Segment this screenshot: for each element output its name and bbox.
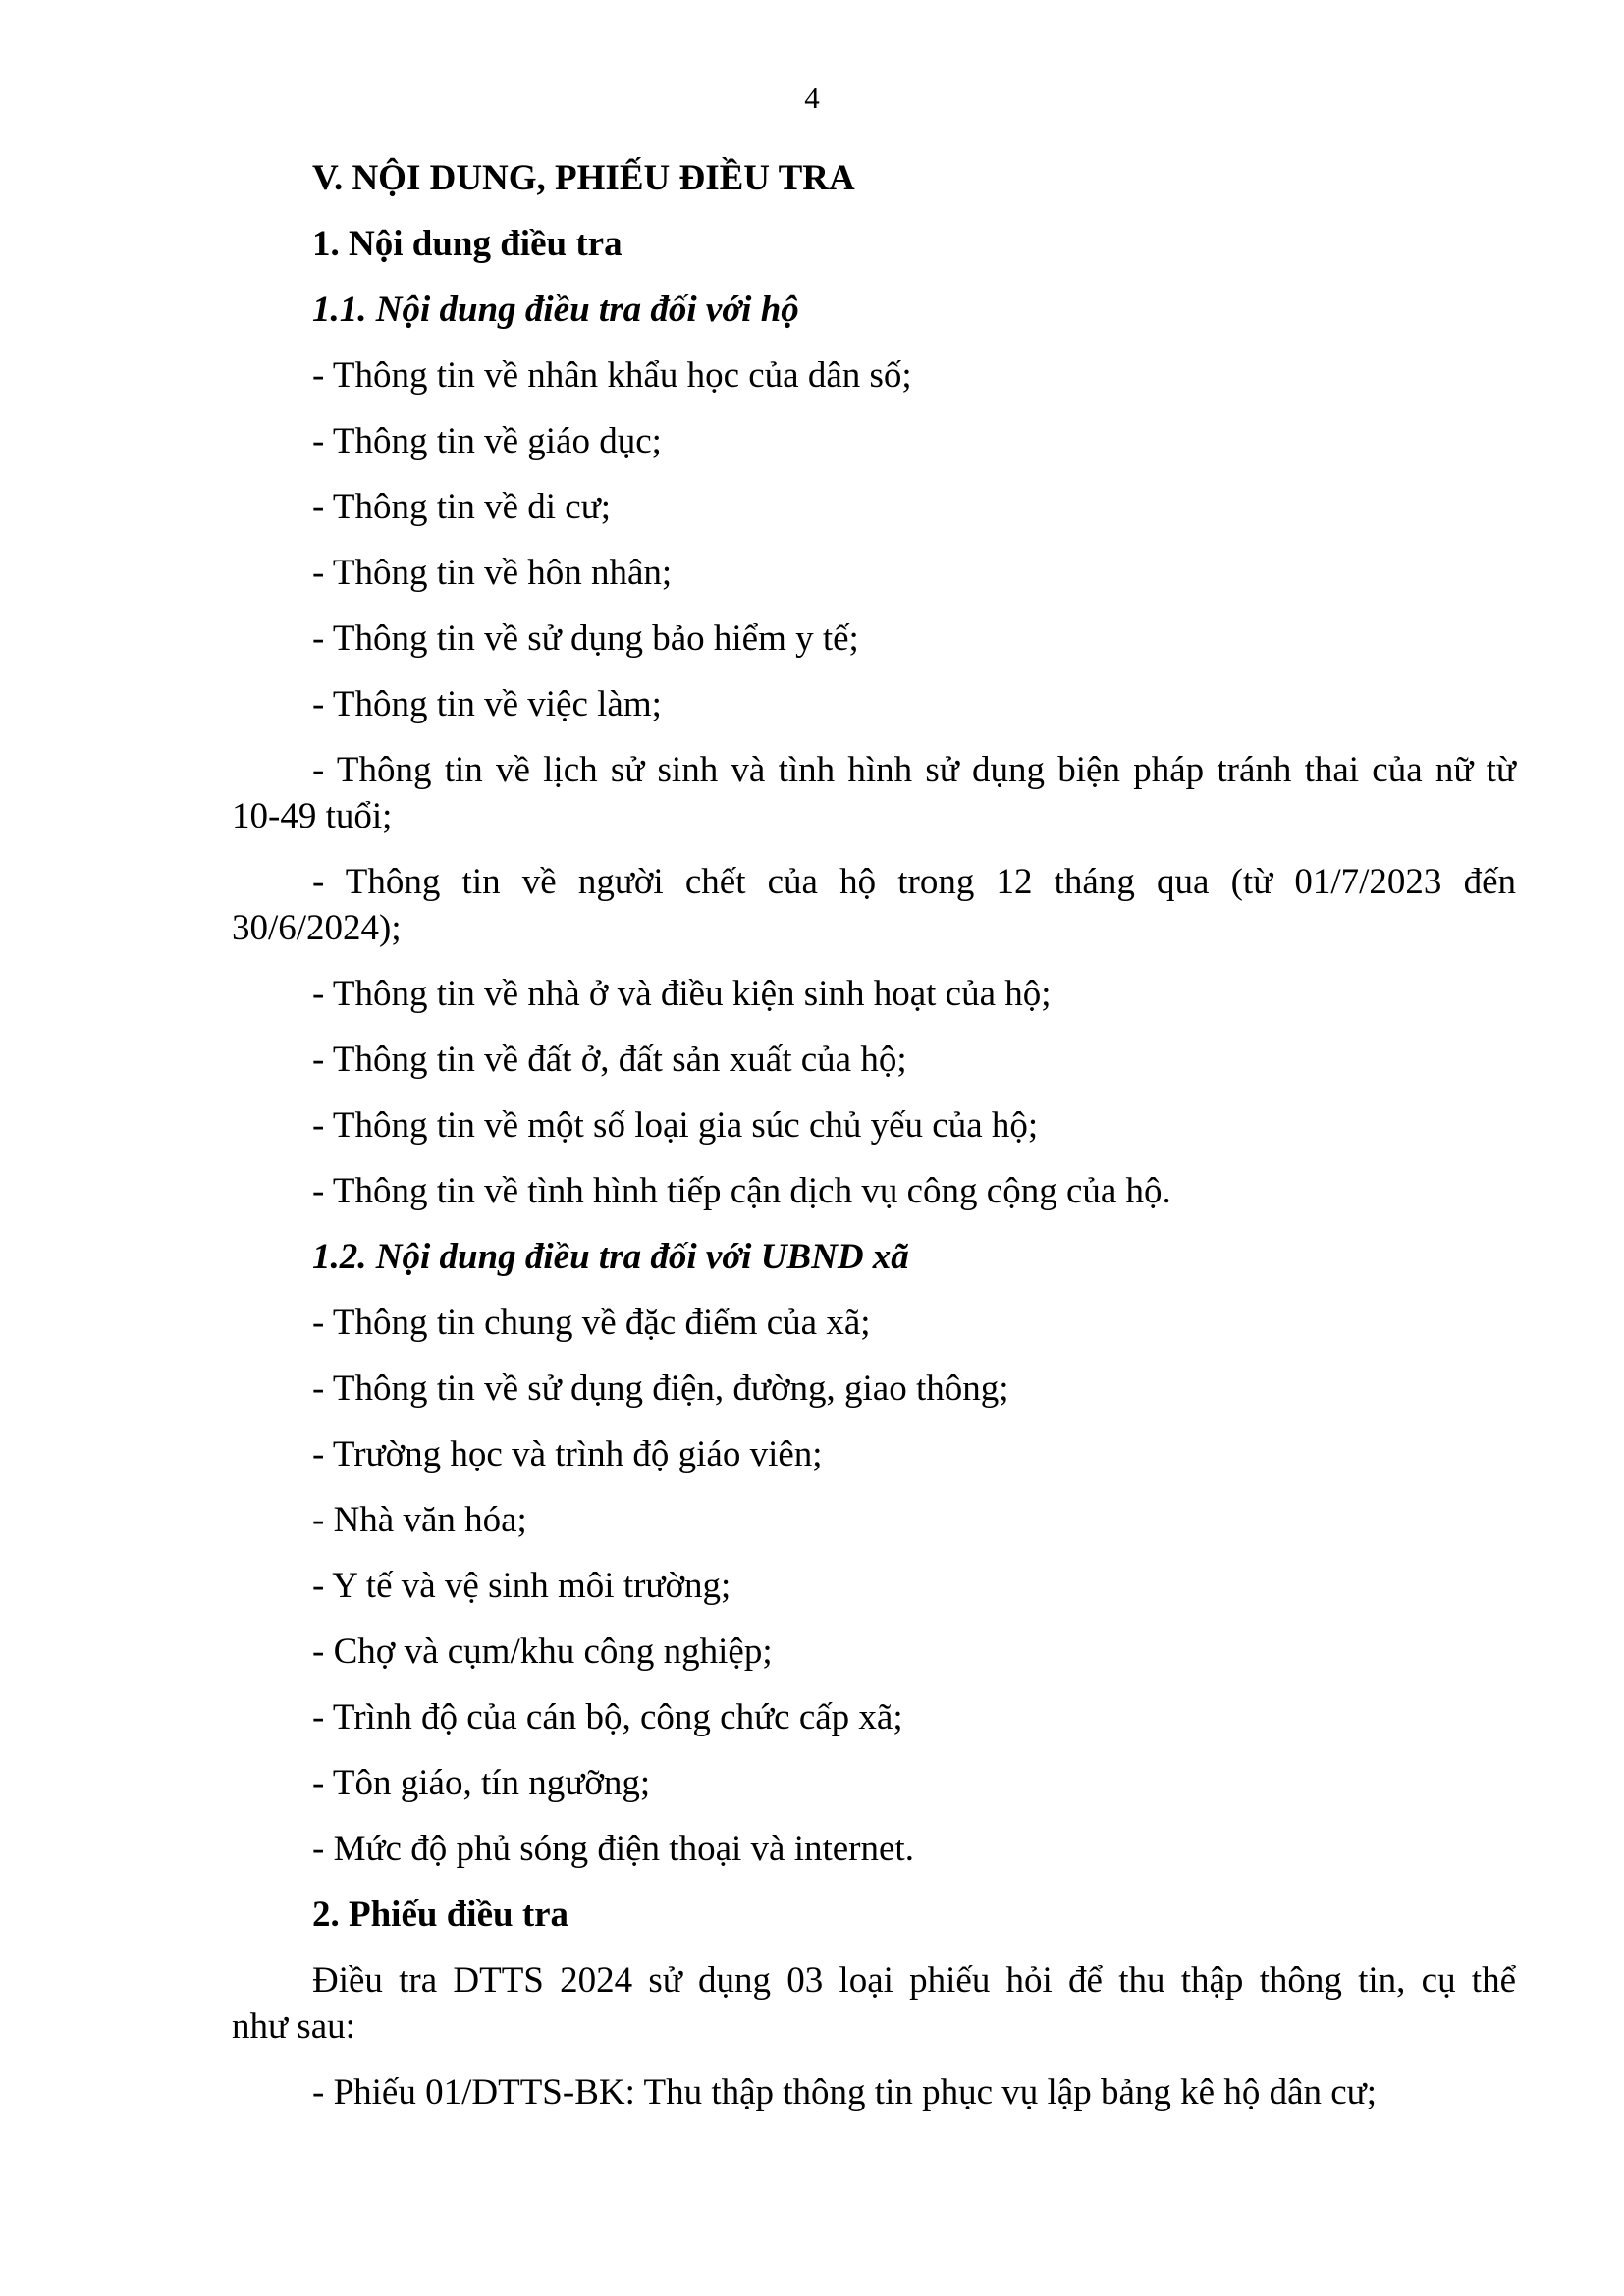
list-item: - Thông tin về nhân khẩu học của dân số; bbox=[312, 355, 912, 396]
list-item-wrapped bbox=[0, 747, 1516, 839]
subsection-title-commune: 1.2. Nội dung điều tra đối với UBND xã bbox=[312, 1237, 909, 1277]
list-item-line: 10-49 tuổi; bbox=[232, 796, 393, 836]
list-item: - Mức độ phủ sóng điện thoại và internet. bbox=[312, 1829, 914, 1869]
list-item: - Thông tin về sử dụng điện, đường, giao thông; bbox=[312, 1368, 1009, 1409]
list-item: - Thông tin về một số loại gia súc chủ yếu của hộ; bbox=[312, 1105, 1039, 1146]
list-item: - Thông tin về nhà ở và điều kiện sinh hoạt của hộ; bbox=[312, 974, 1052, 1014]
list-item: - Trường học và trình độ giáo viên; bbox=[312, 1434, 823, 1474]
document-body bbox=[232, 155, 1516, 2135]
list-item-line: - Thông tin về người chết của hộ trong 12 tháng qua (từ 01/7/2023 đến bbox=[312, 862, 1516, 902]
list-item: - Thông tin về tình hình tiếp cận dịch vụ công cộng của hộ. bbox=[312, 1171, 1171, 1211]
paragraph-line: Điều tra DTTS 2024 sử dụng 03 loại phiếu hỏi để thu thập thông tin, cụ thể bbox=[312, 1960, 1516, 2001]
list-item: - Thông tin về di cư; bbox=[312, 487, 612, 527]
list-item: - Thông tin về sử dụng bảo hiểm y tế; bbox=[312, 618, 859, 659]
list-item: - Tôn giáo, tín ngưỡng; bbox=[312, 1763, 651, 1803]
list-item: - Thông tin về việc làm; bbox=[312, 684, 662, 724]
list-item: - Thông tin về giáo dục; bbox=[312, 421, 662, 461]
list-item: - Phiếu 01/DTTS-BK: Thu thập thông tin phục vụ lập bảng kê hộ dân cư; bbox=[312, 2072, 1378, 2112]
forms-intro-paragraph bbox=[0, 1957, 1516, 2050]
list-item-line: - Thông tin về lịch sử sinh và tình hình sử dụng biện pháp tránh thai của nữ từ bbox=[312, 750, 1516, 790]
list-item-line: 30/6/2024); bbox=[232, 908, 402, 948]
list-item: - Chợ và cụm/khu công nghiệp; bbox=[312, 1631, 773, 1672]
list-item-wrapped bbox=[0, 859, 1516, 951]
subsection-title-household: 1.1. Nội dung điều tra đối với hộ bbox=[312, 290, 799, 330]
list-item: - Thông tin chung về đặc điểm của xã; bbox=[312, 1303, 871, 1343]
list-item: - Thông tin về đất ở, đất sản xuất của hộ; bbox=[312, 1040, 907, 1080]
paragraph-line: như sau: bbox=[232, 2006, 355, 2047]
page-number: 4 bbox=[804, 80, 820, 115]
subsection-title-content: 1. Nội dung điều tra bbox=[312, 224, 623, 264]
subsection-title-forms: 2. Phiếu điều tra bbox=[312, 1895, 569, 1935]
list-item: - Thông tin về hôn nhân; bbox=[312, 553, 673, 593]
list-item: - Trình độ của cán bộ, công chức cấp xã; bbox=[312, 1697, 903, 1737]
section-title: V. NỘI DUNG, PHIẾU ĐIỀU TRA bbox=[312, 158, 855, 198]
list-item: - Nhà văn hóa; bbox=[312, 1500, 527, 1540]
list-item: - Y tế và vệ sinh môi trường; bbox=[312, 1566, 731, 1606]
